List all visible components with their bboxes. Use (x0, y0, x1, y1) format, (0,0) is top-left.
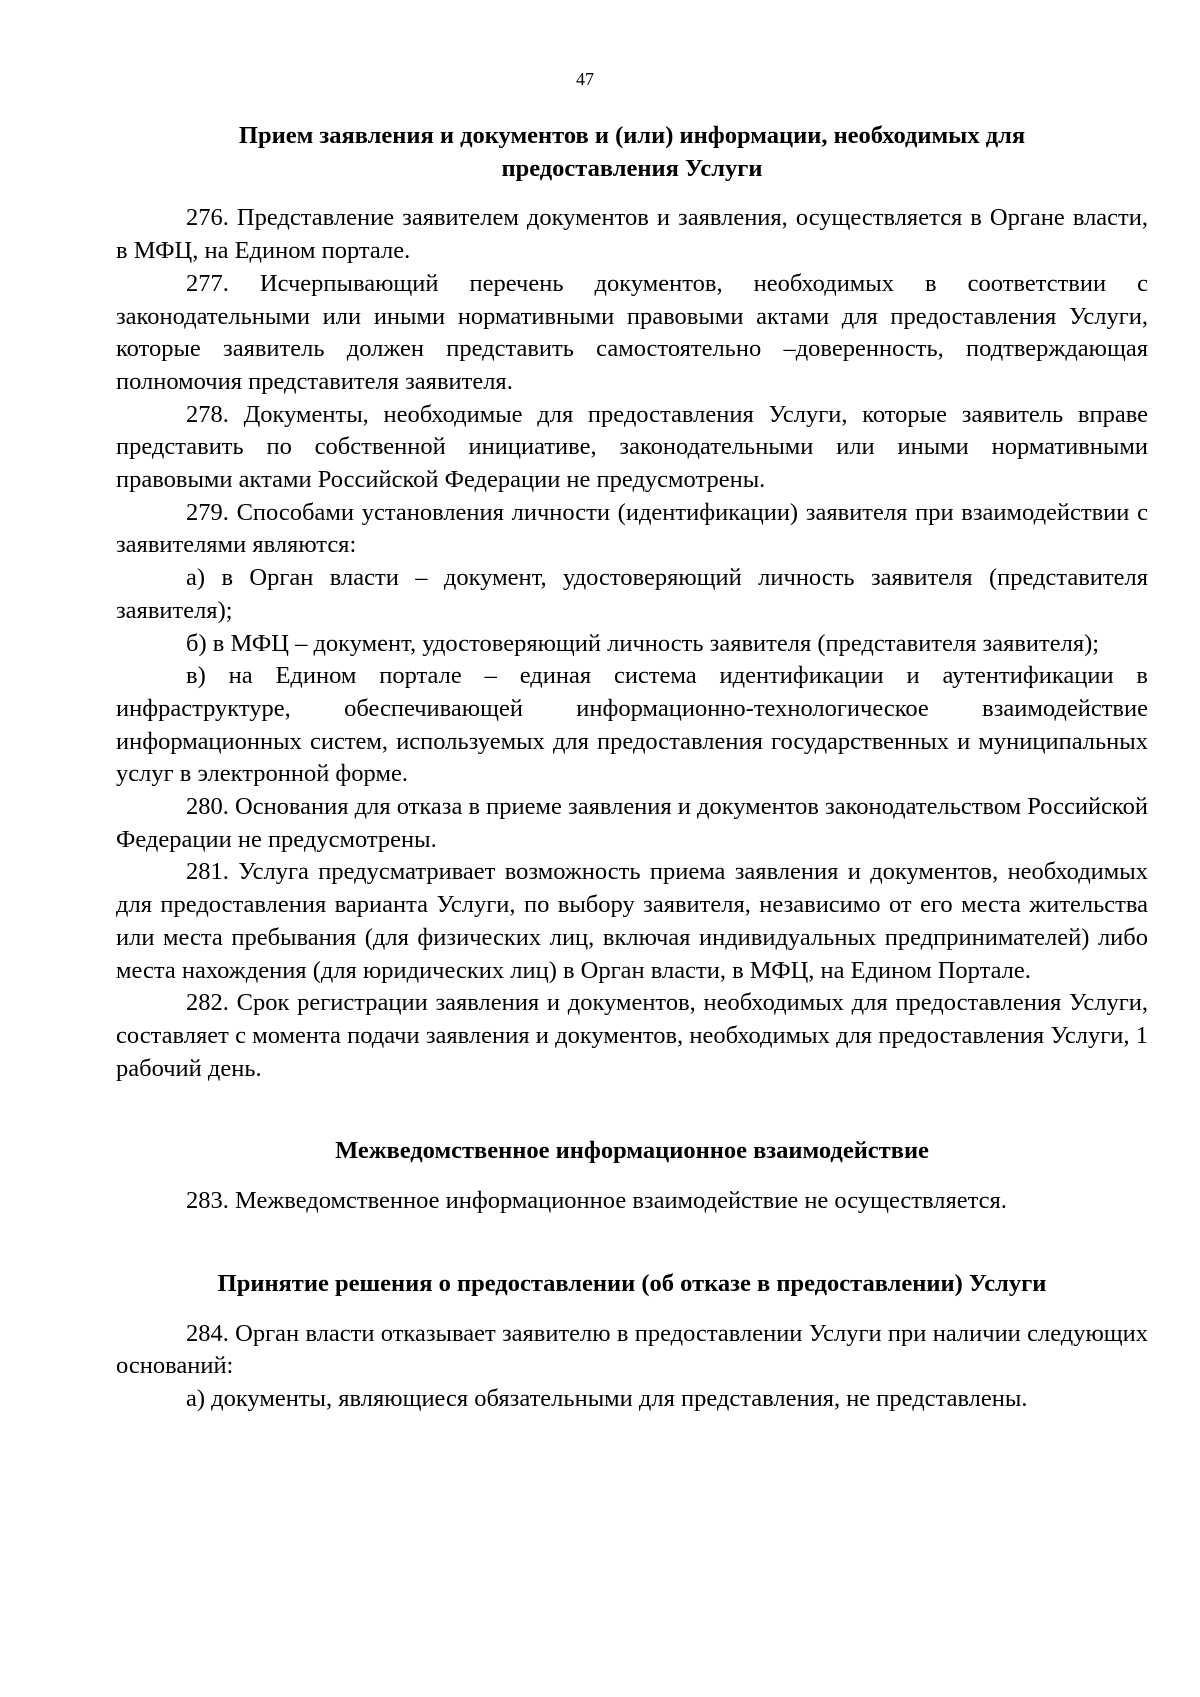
heading-line: предоставления Услуги (501, 154, 763, 182)
paragraph-279-b: б) в МФЦ – документ, удостоверяющий личность заявителя (представителя заявителя); (186, 629, 1100, 657)
section-heading (116, 1268, 1148, 1301)
paragraph-276: 276. Представление заявителем документов и заявления, осуществляется в Органе власти, в МФЦ, на Едином портале. (116, 204, 1148, 265)
section-decision (116, 1268, 1148, 1416)
paragraph-278: 278. Документы, необходимые для предоставления Услуги, которые заявитель вправе представить по собственной инициативе, законодательными или иными нормативными правовыми актами Российской Федерации не предусмотрены. (116, 400, 1148, 494)
paragraph-281: 281. Услуга предусматривает возможность приема заявления и документов, необходимых для предоставления варианта Услуги, по выбору заявителя, независимо от его места жительства или места пребывания (для физических лиц, включая индивидуальных предпринимателей) либо места нахождения (для юридических лиц) в Орган власти, в МФЦ, на Едином Портале. (116, 858, 1148, 984)
paragraph-282: 282. Срок регистрации заявления и документов, необходимых для предоставления Услуги, составляет с момента подачи заявления и документов, необходимых для предоставления Услуги, 1 рабочий день. (116, 989, 1148, 1082)
heading-line: Межведомственное информационное взаимодействие (335, 1137, 929, 1165)
section-document-intake (116, 120, 1148, 1085)
paragraph-279: 279. Способами установления личности (идентификации) заявителя при взаимодействии с заявителями являются: (116, 498, 1148, 559)
heading-line: Принятие решения о предоставлении (об отказе в предоставлении) Услуги (217, 1269, 1047, 1297)
page-content (116, 120, 1148, 1416)
section-interagency (116, 1135, 1148, 1217)
paragraph-284-a: а) документы, являющиеся обязательными для представления, не представлены. (186, 1384, 1028, 1412)
paragraph-283: 283. Межведомственное информационное взаимодействие не осуществляется. (186, 1187, 1007, 1215)
heading-line: Прием заявления и документов и (или) информации, необходимых для (238, 122, 1026, 149)
paragraph-279-v: в) на Едином портале – единая система идентификации и аутентификации в инфраструктуре, обеспечивающей информационно-технологическое взаимодействие информационных систем, используемых для предоставления государственных и муниципальных услуг в электронной форме. (116, 662, 1148, 788)
section-heading (116, 1135, 1148, 1168)
paragraph-280: 280. Основания для отказа в приеме заявления и документов законодательством Российской Федерации не предусмотрены. (116, 793, 1148, 853)
section-heading (116, 120, 1148, 185)
paragraph-277: 277. Исчерпывающий перечень документов, необходимых в соответствии с законодательными или иными нормативными правовыми актами для предоставления Услуги, которые заявитель должен представить самостоятельно –доверенность, подтверждающая полномочия представителя заявителя. (116, 269, 1148, 395)
page-number: 47 (576, 69, 594, 89)
paragraph-284: 284. Орган власти отказывает заявителю в предоставлении Услуги при наличии следующих оснований: (116, 1319, 1148, 1380)
paragraph-279-a: а) в Орган власти – документ, удостоверяющий личность заявителя (представителя заявителя); (116, 564, 1148, 624)
